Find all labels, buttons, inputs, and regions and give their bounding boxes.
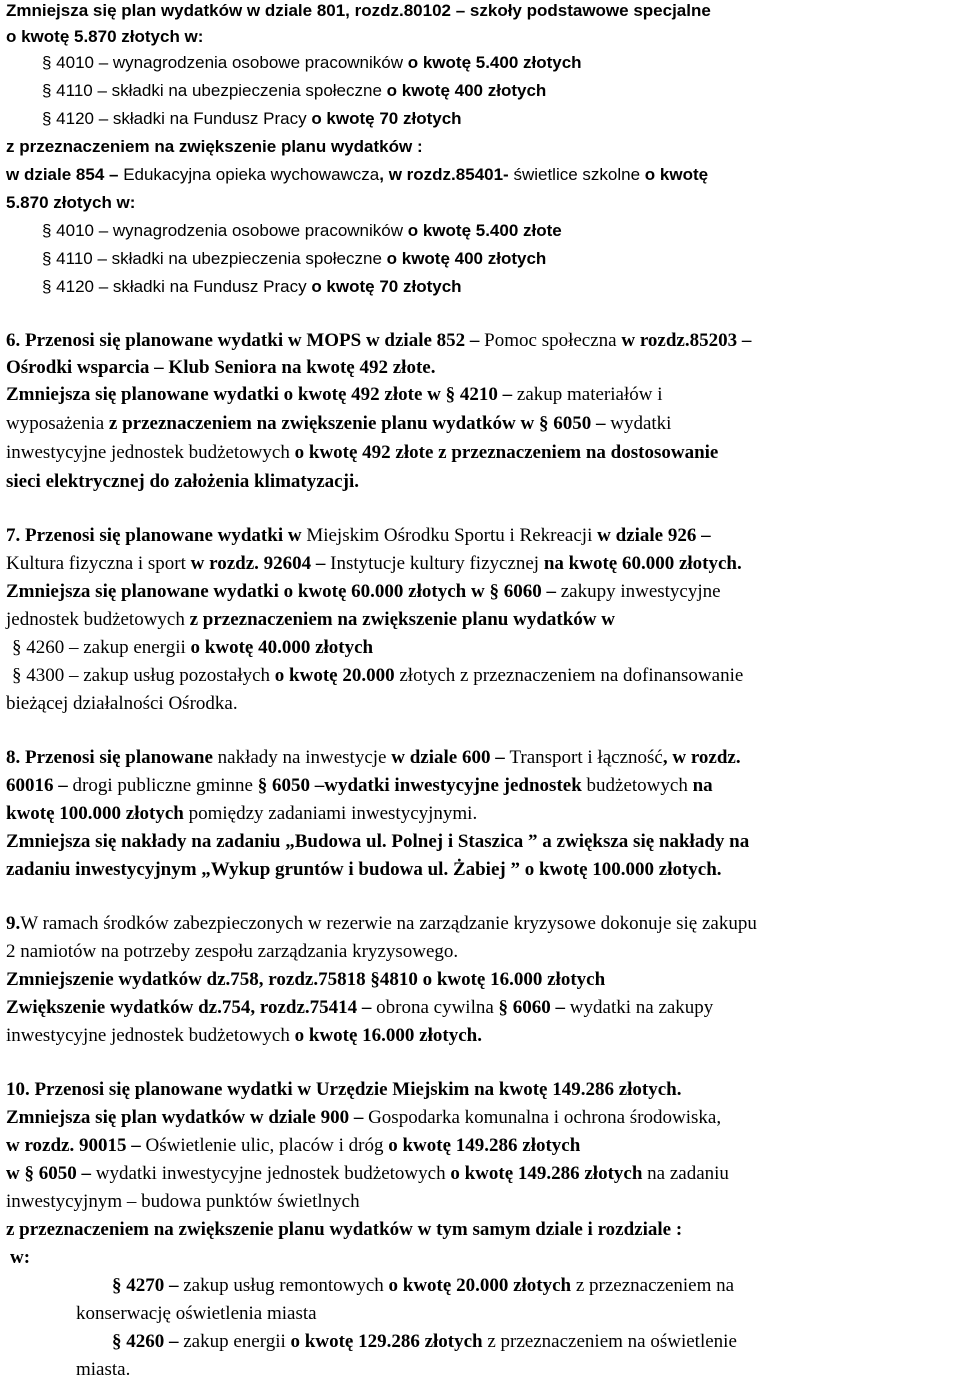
bold-text-run: o kwotę [644, 165, 709, 184]
text-line [6, 442, 718, 464]
bold-text-run: o kwotę 20.000 złotych [388, 1275, 576, 1296]
text-run: § 4120 – składki na Fundusz Pracy [42, 277, 312, 296]
text-run: Oświetlenie ulic, placów i dróg [145, 1135, 389, 1156]
bold-text-run: Zmniejsza się plan wydatków w dziale 900 – [6, 1107, 369, 1128]
text-run: bieżącej działalności Ośrodka. [6, 693, 238, 714]
text-run: W ramach środków zabezpieczonych w rezerwie na zarządzanie kryzysowe dokonuje się zakupu [20, 913, 757, 934]
text-run: 2 namiotów na potrzeby zespołu zarządzania kryzysowego. [6, 941, 459, 962]
text-line [6, 1163, 729, 1185]
bold-text-run: z przeznaczeniem na zwiększenie planu wydatków w [189, 609, 615, 630]
bold-text-run: o kwotę 129.286 złotych [290, 1331, 488, 1352]
text-line [6, 941, 458, 963]
text-line [6, 26, 203, 48]
text-line [6, 384, 663, 406]
text-line [6, 525, 711, 547]
text-run: Transport i łączność [509, 747, 663, 768]
bold-text-run: w dziale 600 – [391, 747, 510, 768]
text-run: § 4300 – zakup usług pozostałych [12, 665, 275, 686]
text-run: jednostek budżetowych [6, 609, 190, 630]
text-line [6, 1079, 682, 1101]
bold-text-run: § 6060 – [498, 997, 570, 1018]
text-line [42, 108, 462, 130]
text-run: Gospodarka komunalna i ochrona środowiska, [368, 1107, 722, 1128]
text-run: obrona cywilna [376, 997, 499, 1018]
text-run: z przeznaczeniem na oświetlenie [487, 1331, 737, 1352]
text-run: zakup energii [183, 1331, 291, 1352]
text-run: inwestycyjne jednostek budżetowych [6, 442, 295, 463]
bold-text-run: w § 6050 – [6, 1163, 96, 1184]
text-line [6, 1025, 482, 1047]
text-line [6, 164, 708, 186]
bold-text-run: o kwotę 16.000 złotych. [294, 1025, 482, 1046]
bold-text-run: o kwotę 70 złotych [311, 109, 462, 128]
text-run: wyposażenia [6, 413, 109, 434]
text-line [42, 276, 462, 298]
text-line [6, 969, 605, 991]
text-run: inwestycyjne jednostek budżetowych [6, 1025, 295, 1046]
text-run: § 4010 – wynagrodzenia osobowe pracowników [42, 53, 408, 72]
bold-text-run: § 6050 –wydatki inwestycyjne jednostek [257, 775, 587, 796]
text-line [10, 1247, 30, 1269]
text-run: Instytucje kultury fizycznej [330, 553, 544, 574]
text-line [6, 357, 435, 379]
bold-text-run: na kwotę 60.000 złotych. [543, 553, 742, 574]
bold-text-run: Zmniejsza się planowane wydatki o kwotę 60.000 złotych w § 6060 – [6, 581, 561, 602]
bold-text-run: Zmniejsza się plan wydatków w dziale 801, rozdz.80102 – szkoły podstawowe specjalne [6, 1, 711, 20]
text-line [6, 609, 615, 631]
bold-text-run: 7. Przenosi się planowane wydatki w [6, 525, 307, 546]
text-line [6, 1219, 682, 1241]
bold-text-run: na [692, 775, 713, 796]
text-line [6, 553, 742, 575]
text-line [6, 192, 135, 214]
bold-text-run: , w rozdz.85401- [379, 165, 514, 184]
text-run: wydatki inwestycyjne jednostek budżetowych [95, 1163, 451, 1184]
bold-text-run: w rozdz. 92604 – [190, 553, 331, 574]
text-line [42, 52, 582, 74]
text-line [6, 803, 477, 825]
text-line [6, 693, 238, 715]
text-run: na zadaniu [647, 1163, 729, 1184]
text-run: Miejskim Ośrodku Sportu i Rekreacji [306, 525, 598, 546]
text-run: z przeznaczeniem na [575, 1275, 735, 1296]
text-line [12, 665, 743, 687]
bold-text-run: 8. Przenosi się planowane [6, 747, 218, 768]
text-line [6, 0, 711, 22]
text-line [6, 775, 713, 797]
text-run: § 4110 – składki na ubezpieczenia społeczne [42, 81, 387, 100]
bold-text-run: o kwotę 492 złote z przeznaczeniem na dostosowanie [294, 442, 719, 463]
bold-text-run: Ośrodki wsparcia – Klub Seniora na kwotę 492 złote. [6, 357, 436, 378]
bold-text-run: 60016 – [6, 775, 73, 796]
text-run: § 4110 – składki na ubezpieczenia społeczne [42, 249, 387, 268]
text-line [6, 1107, 721, 1129]
text-run: świetlice szkolne [513, 165, 645, 184]
text-line [6, 1135, 580, 1157]
bold-text-run: z przeznaczeniem na zwiększenie planu wydatków w § 6050 – [108, 413, 611, 434]
text-run: § 4120 – składki na Fundusz Pracy [42, 109, 312, 128]
text-line [42, 80, 546, 102]
bold-text-run: o kwotę 40.000 złotych [190, 637, 374, 658]
text-line [6, 330, 751, 352]
text-line [112, 1275, 734, 1297]
bold-text-run: Zmniejsza się nakłady na zadaniu „Budowa ul. Polnej i Staszica ” a zwiększa się nakłady na [6, 831, 750, 852]
bold-text-run: Zmniejszenie wydatków dz.758, rozdz.75818 §4810 o kwotę 16.000 złotych [6, 969, 606, 990]
text-run: zakup materiałów i [516, 384, 663, 405]
text-run: zakupy inwestycyjne [560, 581, 721, 602]
text-line [76, 1303, 317, 1325]
bold-text-run: o kwotę 149.286 złotych [388, 1135, 581, 1156]
text-line [6, 859, 722, 881]
text-line [6, 136, 423, 158]
text-line [6, 997, 713, 1019]
text-run: § 4260 – zakup energii [12, 637, 191, 658]
text-line [6, 1191, 360, 1213]
text-line [42, 220, 562, 242]
text-line [112, 1331, 737, 1353]
text-run: konserwację oświetlenia miasta [76, 1303, 317, 1324]
bold-text-run: sieci elektrycznej do założenia klimatyzacji. [6, 471, 359, 492]
bold-text-run: z przeznaczeniem na zwiększenie planu wydatków w tym samym dziale i rozdziale : [6, 1219, 683, 1240]
bold-text-run: o kwotę 149.286 złotych [450, 1163, 648, 1184]
text-run: wydatki [610, 413, 672, 434]
bold-text-run: w rozdz. 90015 – [6, 1135, 146, 1156]
bold-text-run: 5.870 złotych w: [6, 193, 136, 212]
text-run: pomiędzy zadaniami inwestycyjnymi. [188, 803, 478, 824]
bold-text-run: w: [10, 1247, 31, 1268]
bold-text-run: § 4270 – [112, 1275, 184, 1296]
text-line [6, 413, 671, 435]
bold-text-run: w rozdz.85203 – [621, 330, 752, 351]
bold-text-run: 9. [6, 913, 21, 934]
bold-text-run: zadaniu inwestycyjnym „Wykup gruntów i budowa ul. Żabiej ” o kwotę 100.000 złotych. [6, 859, 722, 880]
bold-text-run: o kwotę 20.000 [274, 665, 400, 686]
text-line [6, 913, 757, 935]
text-line [6, 471, 359, 493]
text-run: złotych z przeznaczeniem na dofinansowanie [399, 665, 744, 686]
text-line [42, 248, 546, 270]
text-run: Pomoc społeczna [484, 330, 622, 351]
bold-text-run: 10. Przenosi się planowane wydatki w Urzędzie Miejskim na kwotę 149.286 złotych. [6, 1079, 682, 1100]
bold-text-run: , w rozdz. [662, 747, 741, 768]
bold-text-run: o kwotę 5.870 złotych w: [6, 27, 204, 46]
text-run: budżetowych [586, 775, 693, 796]
bold-text-run: o kwotę 5.400 złote [407, 221, 562, 240]
text-run: wydatki na zakupy [569, 997, 714, 1018]
text-line [6, 831, 749, 853]
text-run: § 4010 – wynagrodzenia osobowe pracowników [42, 221, 408, 240]
bold-text-run: o kwotę 400 złotych [386, 81, 547, 100]
text-line [6, 581, 721, 603]
text-run: inwestycyjnym – budowa punktów świetlnych [6, 1191, 360, 1212]
text-run: zakup usług remontowych [183, 1275, 389, 1296]
bold-text-run: kwotę 100.000 złotych [6, 803, 189, 824]
bold-text-run: w dziale 854 – [6, 165, 124, 184]
bold-text-run: w dziale 926 – [597, 525, 711, 546]
text-run: Edukacyjna opieka wychowawcza [123, 165, 380, 184]
text-line [76, 1359, 130, 1381]
bold-text-run: Zmniejsza się planowane wydatki o kwotę 492 złote w § 4210 – [6, 384, 517, 405]
text-run: drogi publiczne gminne [72, 775, 258, 796]
text-run: miasta. [76, 1359, 131, 1380]
text-line [12, 637, 373, 659]
bold-text-run: o kwotę 70 złotych [311, 277, 462, 296]
bold-text-run: § 4260 – [112, 1331, 184, 1352]
text-run: Kultura fizyczna i sport [6, 553, 191, 574]
bold-text-run: o kwotę 400 złotych [386, 249, 547, 268]
bold-text-run: z przeznaczeniem na zwiększenie planu wydatków : [6, 137, 423, 156]
bold-text-run: 6. Przenosi się planowane wydatki w MOPS w dziale 852 – [6, 330, 485, 351]
text-line [6, 747, 741, 769]
bold-text-run: Zwiększenie wydatków dz.754, rozdz.75414 – [6, 997, 377, 1018]
text-run: nakłady na inwestycje [217, 747, 392, 768]
bold-text-run: o kwotę 5.400 złotych [407, 53, 582, 72]
